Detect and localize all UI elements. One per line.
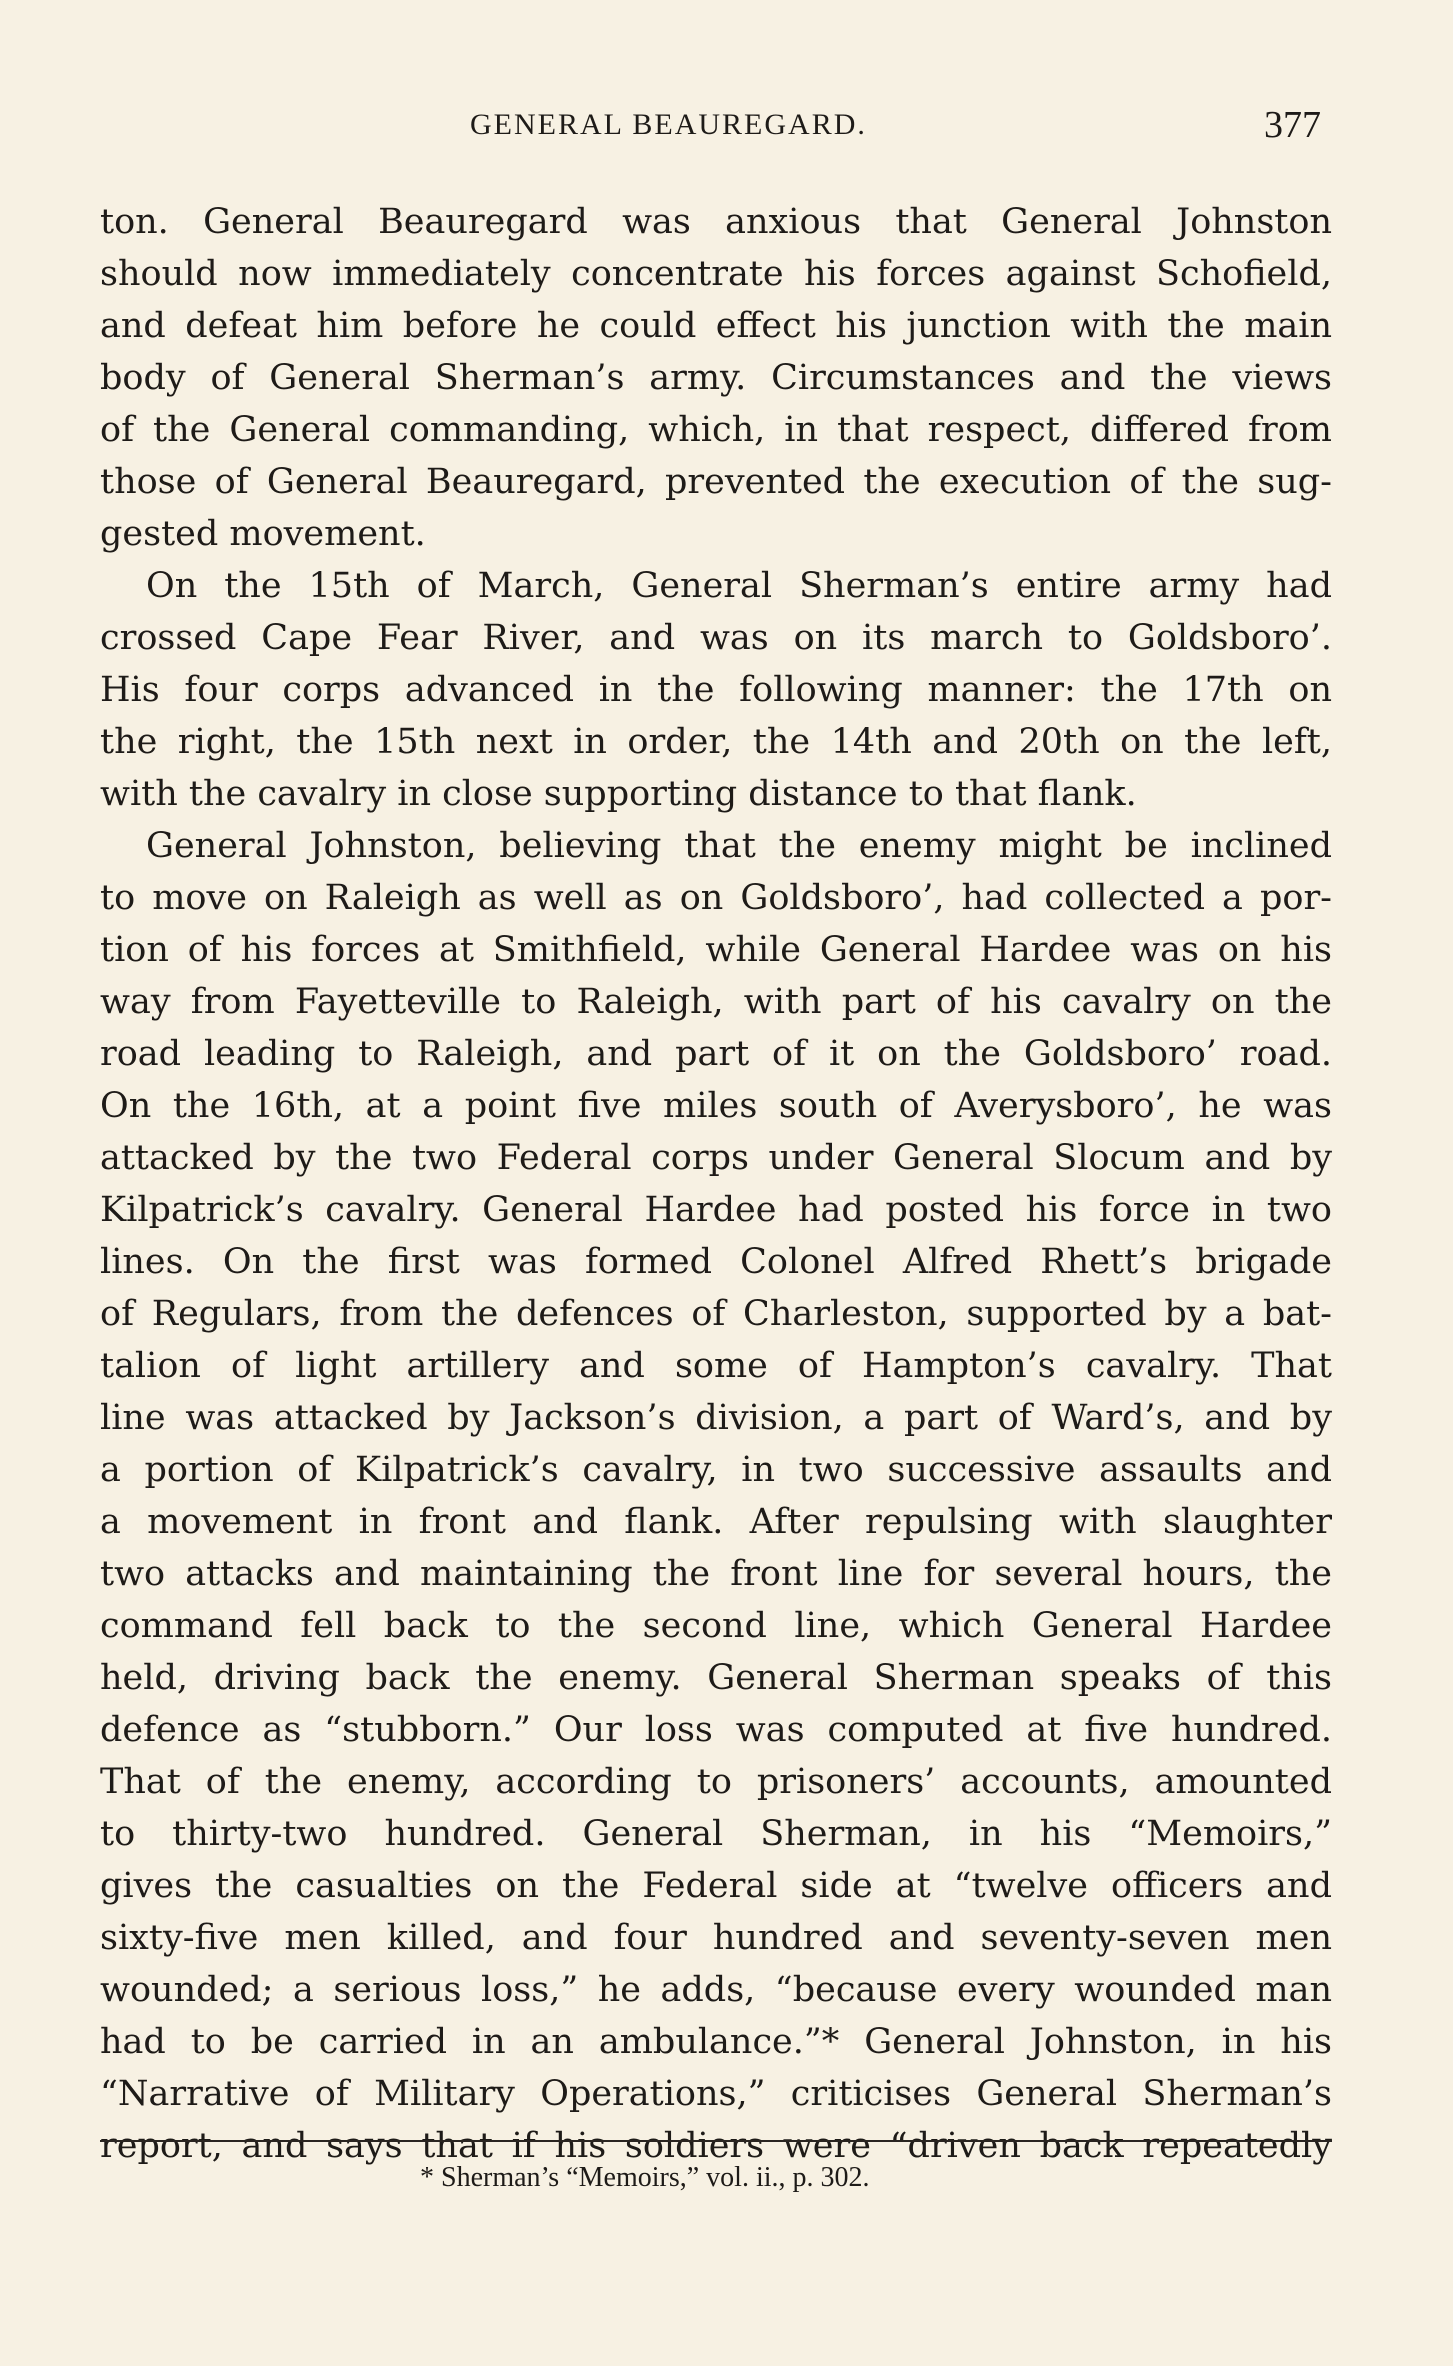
- text-line: attacked by the two Federal corps under General Slocum and by: [100, 1138, 1332, 1178]
- body-text: [100, 196, 1332, 2172]
- text-line: talion of light artillery and some of Hampton’s cavalry. That: [100, 1346, 1332, 1386]
- text-line: to thirty-two hundred. General Sherman, in his “Memoirs,”: [100, 1814, 1332, 1854]
- text-line: wounded; a serious loss,” he adds, “because every wounded man: [100, 1970, 1332, 2010]
- text-line: with the cavalry in close supporting distance to that flank.: [100, 774, 1137, 814]
- text-line: command fell back to the second line, which General Hardee: [100, 1606, 1332, 1646]
- text-line: those of General Beauregard, prevented the execution of the sug-: [100, 462, 1332, 502]
- text-line: to move on Raleigh as well as on Goldsboro’, had collected a por-: [100, 878, 1332, 918]
- paragraph-start-line: General Johnston, believing that the enemy might be inclined: [146, 826, 1332, 866]
- text-line: crossed Cape Fear River, and was on its march to Goldsboro’.: [100, 618, 1332, 658]
- text-line: way from Fayetteville to Raleigh, with part of his cavalry on the: [100, 982, 1332, 1022]
- page-number: 377: [1264, 104, 1321, 146]
- running-title: GENERAL BEAUREGARD.: [470, 108, 867, 141]
- text-line: lines. On the first was formed Colonel Alfred Rhett’s brigade: [100, 1242, 1332, 1282]
- text-line: defence as “stubborn.” Our loss was computed at five hundred.: [100, 1710, 1332, 1750]
- text-line: gested movement.: [100, 514, 426, 554]
- text-line: His four corps advanced in the following manner: the 17th on: [100, 670, 1332, 710]
- text-line: held, driving back the enemy. General Sherman speaks of this: [100, 1658, 1332, 1698]
- footnote-divider: [100, 2140, 1332, 2142]
- text-line: body of General Sherman’s army. Circumstances and the views: [100, 358, 1332, 398]
- paragraph-start-line: On the 15th of March, General Sherman’s entire army had: [146, 566, 1332, 606]
- text-line: tion of his forces at Smithfield, while General Hardee was on his: [100, 930, 1332, 970]
- text-line: road leading to Raleigh, and part of it on the Goldsboro’ road.: [100, 1034, 1332, 1074]
- text-line: “Narrative of Military Operations,” criticises General Sherman’s: [100, 2074, 1332, 2114]
- text-line: of the General commanding, which, in that respect, differed from: [100, 410, 1332, 450]
- text-line: report, and says that if his soldiers were “driven back repeatedly: [100, 2126, 1332, 2166]
- text-line: That of the enemy, according to prisoners’ accounts, amounted: [100, 1762, 1332, 1802]
- text-line: On the 16th, at a point five miles south of Averysboro’, he was: [100, 1086, 1332, 1126]
- footnote: * Sherman’s “Memoirs,” vol. ii., p. 302.: [420, 2162, 870, 2193]
- text-line: of Regulars, from the defences of Charleston, supported by a bat-: [100, 1294, 1332, 1334]
- text-line: and defeat him before he could effect his junction with the main: [100, 306, 1332, 346]
- text-line: gives the casualties on the Federal side at “twelve officers and: [100, 1866, 1332, 1906]
- text-line: two attacks and maintaining the front line for several hours, the: [100, 1554, 1332, 1594]
- text-line: should now immediately concentrate his forces against Schofield,: [100, 254, 1332, 294]
- text-line: a movement in front and flank. After repulsing with slaughter: [100, 1502, 1332, 1542]
- text-line: line was attacked by Jackson’s division, a part of Ward’s, and by: [100, 1398, 1332, 1438]
- text-line: Kilpatrick’s cavalry. General Hardee had posted his force in two: [100, 1190, 1332, 1230]
- text-line: ton. General Beauregard was anxious that General Johnston: [100, 202, 1332, 242]
- text-line: sixty-five men killed, and four hundred and seventy-seven men: [100, 1918, 1332, 1958]
- text-line: the right, the 15th next in order, the 14th and 20th on the left,: [100, 722, 1332, 762]
- text-line: a portion of Kilpatrick’s cavalry, in two successive assaults and: [100, 1450, 1332, 1490]
- text-line: had to be carried in an ambulance.”* General Johnston, in his: [100, 2022, 1332, 2062]
